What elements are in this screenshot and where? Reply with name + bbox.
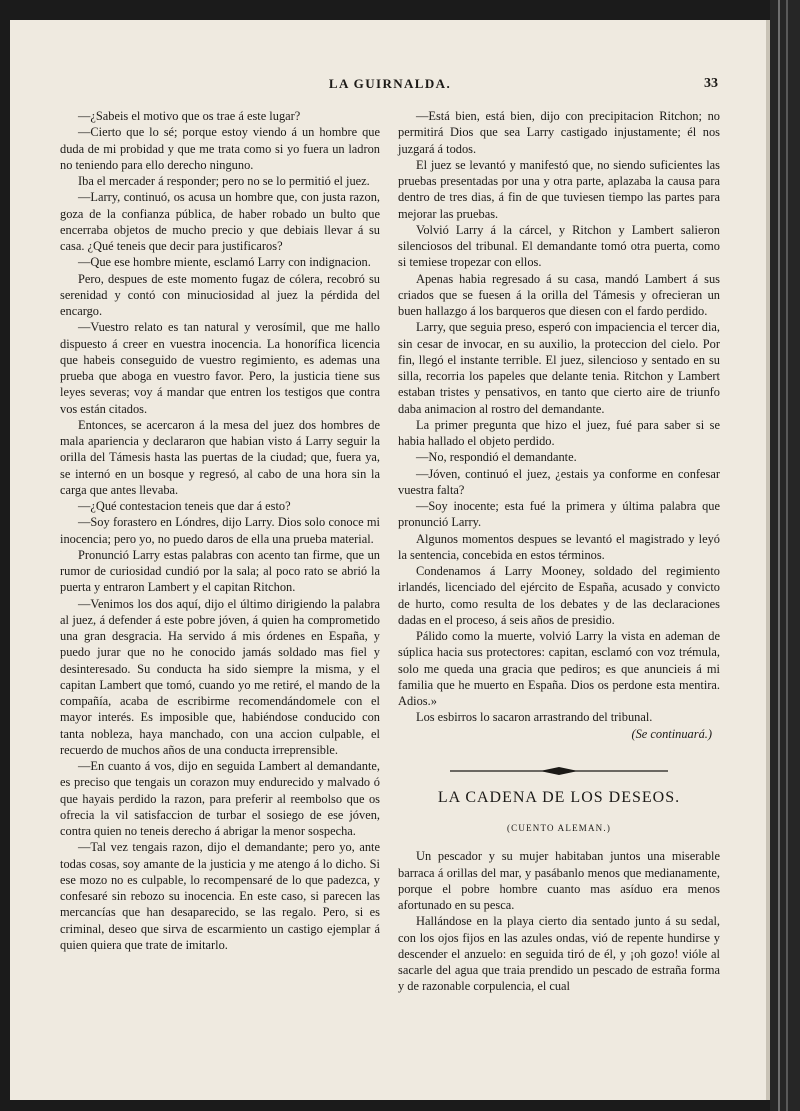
paragraph: —Soy forastero en Lóndres, dijo Larry. Dios solo conoce mi inocencia; pero yo, no puedo daros de ella una prueba material.: [60, 515, 380, 546]
page-number: 33: [704, 76, 718, 91]
paragraph: —Larry, continuó, os acusa un hombre que, con justa razon, goza de la confianza pública, de haber robado un bulto que encerraba objetos de mucho precio y que debiais llevar á su casa. ¿Qué teneis que decir para justificaros?: [60, 190, 380, 253]
paragraph: —Está bien, está bien, dijo con precipitacion Ritchon; no permitirá Dios que sea Larry castigado injustamente; él nos juzgará á todos.: [398, 109, 720, 156]
paragraph: Pero, despues de este momento fugaz de cólera, recobró su serenidad y contó con minuciosidad al juez la pérdida del encargo.: [60, 271, 380, 318]
paragraph: —Soy inocente; esta fué la primera y última palabra que pronunció Larry.: [398, 499, 720, 530]
paragraph: Volvió Larry á la cárcel, y Ritchon y Lambert salieron silenciosos del tribunal. El demandante tomó otra puerta, como si temiese tropezar con ellos.: [398, 222, 720, 270]
article-subtitle: (CUENTO ALEMAN.): [506, 823, 612, 833]
paragraph: —Tal vez tengais razon, dijo el demandante; pero yo, ante todas cosas, soy amante de la justicia y me atengo á lo dicho. Si ese mozo no es culpable, lo recompensaré de lo que padezca, y confesaré sin rebozo su inocencia. En este caso, si parecen las mercancías que han desaparecido, se las regalo. Pero, si es criminal, deseo que sirva de escarmiento un castigo ejemplar á quien quiera que trate de imitarlo.: [60, 840, 380, 952]
paragraph: —¿Qué contestacion teneis que dar á esto?: [78, 499, 291, 513]
paragraph: —¿Sabeis el motivo que os trae á este lugar?: [78, 109, 301, 123]
paragraph: Apenas habia regresado á su casa, mandó Lambert á sus criados que se fuesen á la orilla del Támesis y ofrecieran un buen hallazgo á los barqueros que diesen con el fardo perdido.: [398, 271, 720, 318]
paragraph: El juez se levantó y manifestó que, no siendo suficientes las pruebas presentadas por una y otra parte, aplazaba la causa para dentro de tres dias, á fin de que tuviesen tiempo las partes para mejorar las pruebas.: [398, 157, 720, 221]
paragraph: —En cuanto á vos, dijo en seguida Lambert al demandante, es preciso que tengais un corazon muy endurecido y malvado ó que hayais perdido la razon, para preferir al reembolso que os ofrecia la vil satisfaccion de turbar el sosiego de ese jóven, contra quien no teneis derecho á abrigar la menor sospecha.: [60, 759, 380, 838]
running-header: [60, 76, 720, 100]
paragraph: Un pescador y su mujer habitaban juntos una miserable barraca á orillas del mar, y pasábanlo menos que medianamente, porque el pobre hombre cuanto mas asíduo era menos afortunado en su pesca.: [398, 849, 720, 912]
section-divider: [444, 764, 674, 778]
paragraph: —Vuestro relato es tan natural y verosímil, que me hallo dispuesto á creer en vuestra inocencia. La honorífica licencia que habeis conseguido de vuestro regimiento, es ademas una prueba que aboga en vuestro favor. Pero, la justicia tiene sus leyes severas; voy á mandar que entren los testigos que contra vos están citados.: [60, 320, 380, 416]
right-column: [398, 108, 720, 995]
paragraph: Entonces, se acercaron á la mesa del juez dos hombres de mala apariencia y declararon que habian visto á Larry seguir la orilla del Támesis hasta las puertas de la ciudad; que, fuera ya, se internó en un bosque y regresó, al cabo de una hora sin la carga que antes llevaba.: [60, 417, 380, 497]
journal-page: [10, 20, 770, 1100]
article-title: LA CADENA DE LOS DESEOS.: [437, 788, 681, 806]
paragraph: Hallándose en la playa cierto dia sentado junto á su sedal, con los ojos fijos en las azules ondas, vió de repente hundirse y descender el anzuelo: en seguida tiró de él, y ¡oh gozo! vióle al sacarle del agua que traia prendido un pescado de estraña forma y de razonable corpulencia, el cual: [398, 914, 720, 994]
paragraph: —Cierto que lo sé; porque estoy viendo á un hombre que duda de mi probidad y que me trata como si yo fuera un ladron no teniendo para ello derecho ninguno.: [60, 125, 380, 172]
paragraph: Algunos momentos despues se levantó el magistrado y leyó la sentencia, concebida en estos términos.: [398, 531, 720, 562]
paragraph: La primer pregunta que hizo el juez, fué para saber si se habia hallado el objeto perdido.: [398, 417, 720, 448]
paragraph: Los esbirros lo sacaron arrastrando del tribunal.: [416, 710, 653, 725]
running-title: LA GUIRNALDA.: [328, 76, 452, 91]
paragraph: —Venimos los dos aquí, dijo el último dirigiendo la palabra al juez, á defender á este pobre jóven, á quien ha comprometido una gran desgracia. Ha servido á mis órdenes en España, y puedo jurar que no he conocido jamás soldado mas fiel y desinteresado. Su conducta ha sido siempre la misma, y el capitan Lambert que tomó, cuando yo me retiré, el mando de la compañía, acaba de escribirme recomendándomele con el mayor interés. Es imposible que, habiéndose conducido con tanta nobleza, haya manchado, con una accion culpable, el recuerdo de muchos años de una conducta irreprensible.: [60, 596, 380, 757]
to-be-continued: (Se continuará.): [631, 726, 712, 741]
left-column: [60, 108, 380, 953]
paragraph: Iba el mercader á responder; pero no se lo permitió el juez.: [78, 174, 370, 188]
scan-border: [770, 0, 800, 1111]
page-edge: [766, 20, 770, 1100]
paragraph: —No, respondió el demandante.: [416, 450, 577, 465]
paragraph: Pronunció Larry estas palabras con acento tan firme, que un rumor de curiosidad cundió por la sala; al poco rato se abrió la puerta y entraron Lambert y el capitan Ritchon.: [60, 547, 380, 595]
paragraph: —Que ese hombre miente, esclamó Larry con indignacion.: [78, 255, 371, 270]
paragraph: —Jóven, continuó el juez, ¿estais ya conforme en confesar vuestra falta?: [398, 466, 720, 497]
paragraph: Pálido como la muerte, volvió Larry la vista en ademan de súplica hacia sus protectores: capitan, esclamó con voz trémula, solo me queda una gracia que pediros; es que anuncieis á mi familia que he muerto en España. Dios os perdone esta mentira. Adios.»: [398, 629, 720, 708]
paragraph: Larry, que seguia preso, esperó con impaciencia el tercer dia, sin cesar de invocar, en su auxilio, la proteccion del cielo. Por fin, llegó el instante terrible. El juez, silencioso y sentado en su silla, recorria los papeles que delante tenia. Ritchon y Lambert estaban tristes y pensativos, en tanto que cierto aire de triunfo daba animacion al rostro del demandante.: [398, 320, 720, 416]
paragraph: Condenamos á Larry Mooney, soldado del regimiento irlandés, licenciado del ejército de España, acusado y convicto de hurto, como resulta de los debates y de las declaraciones dadas en el proceso, á seis años de presidio.: [398, 564, 720, 627]
